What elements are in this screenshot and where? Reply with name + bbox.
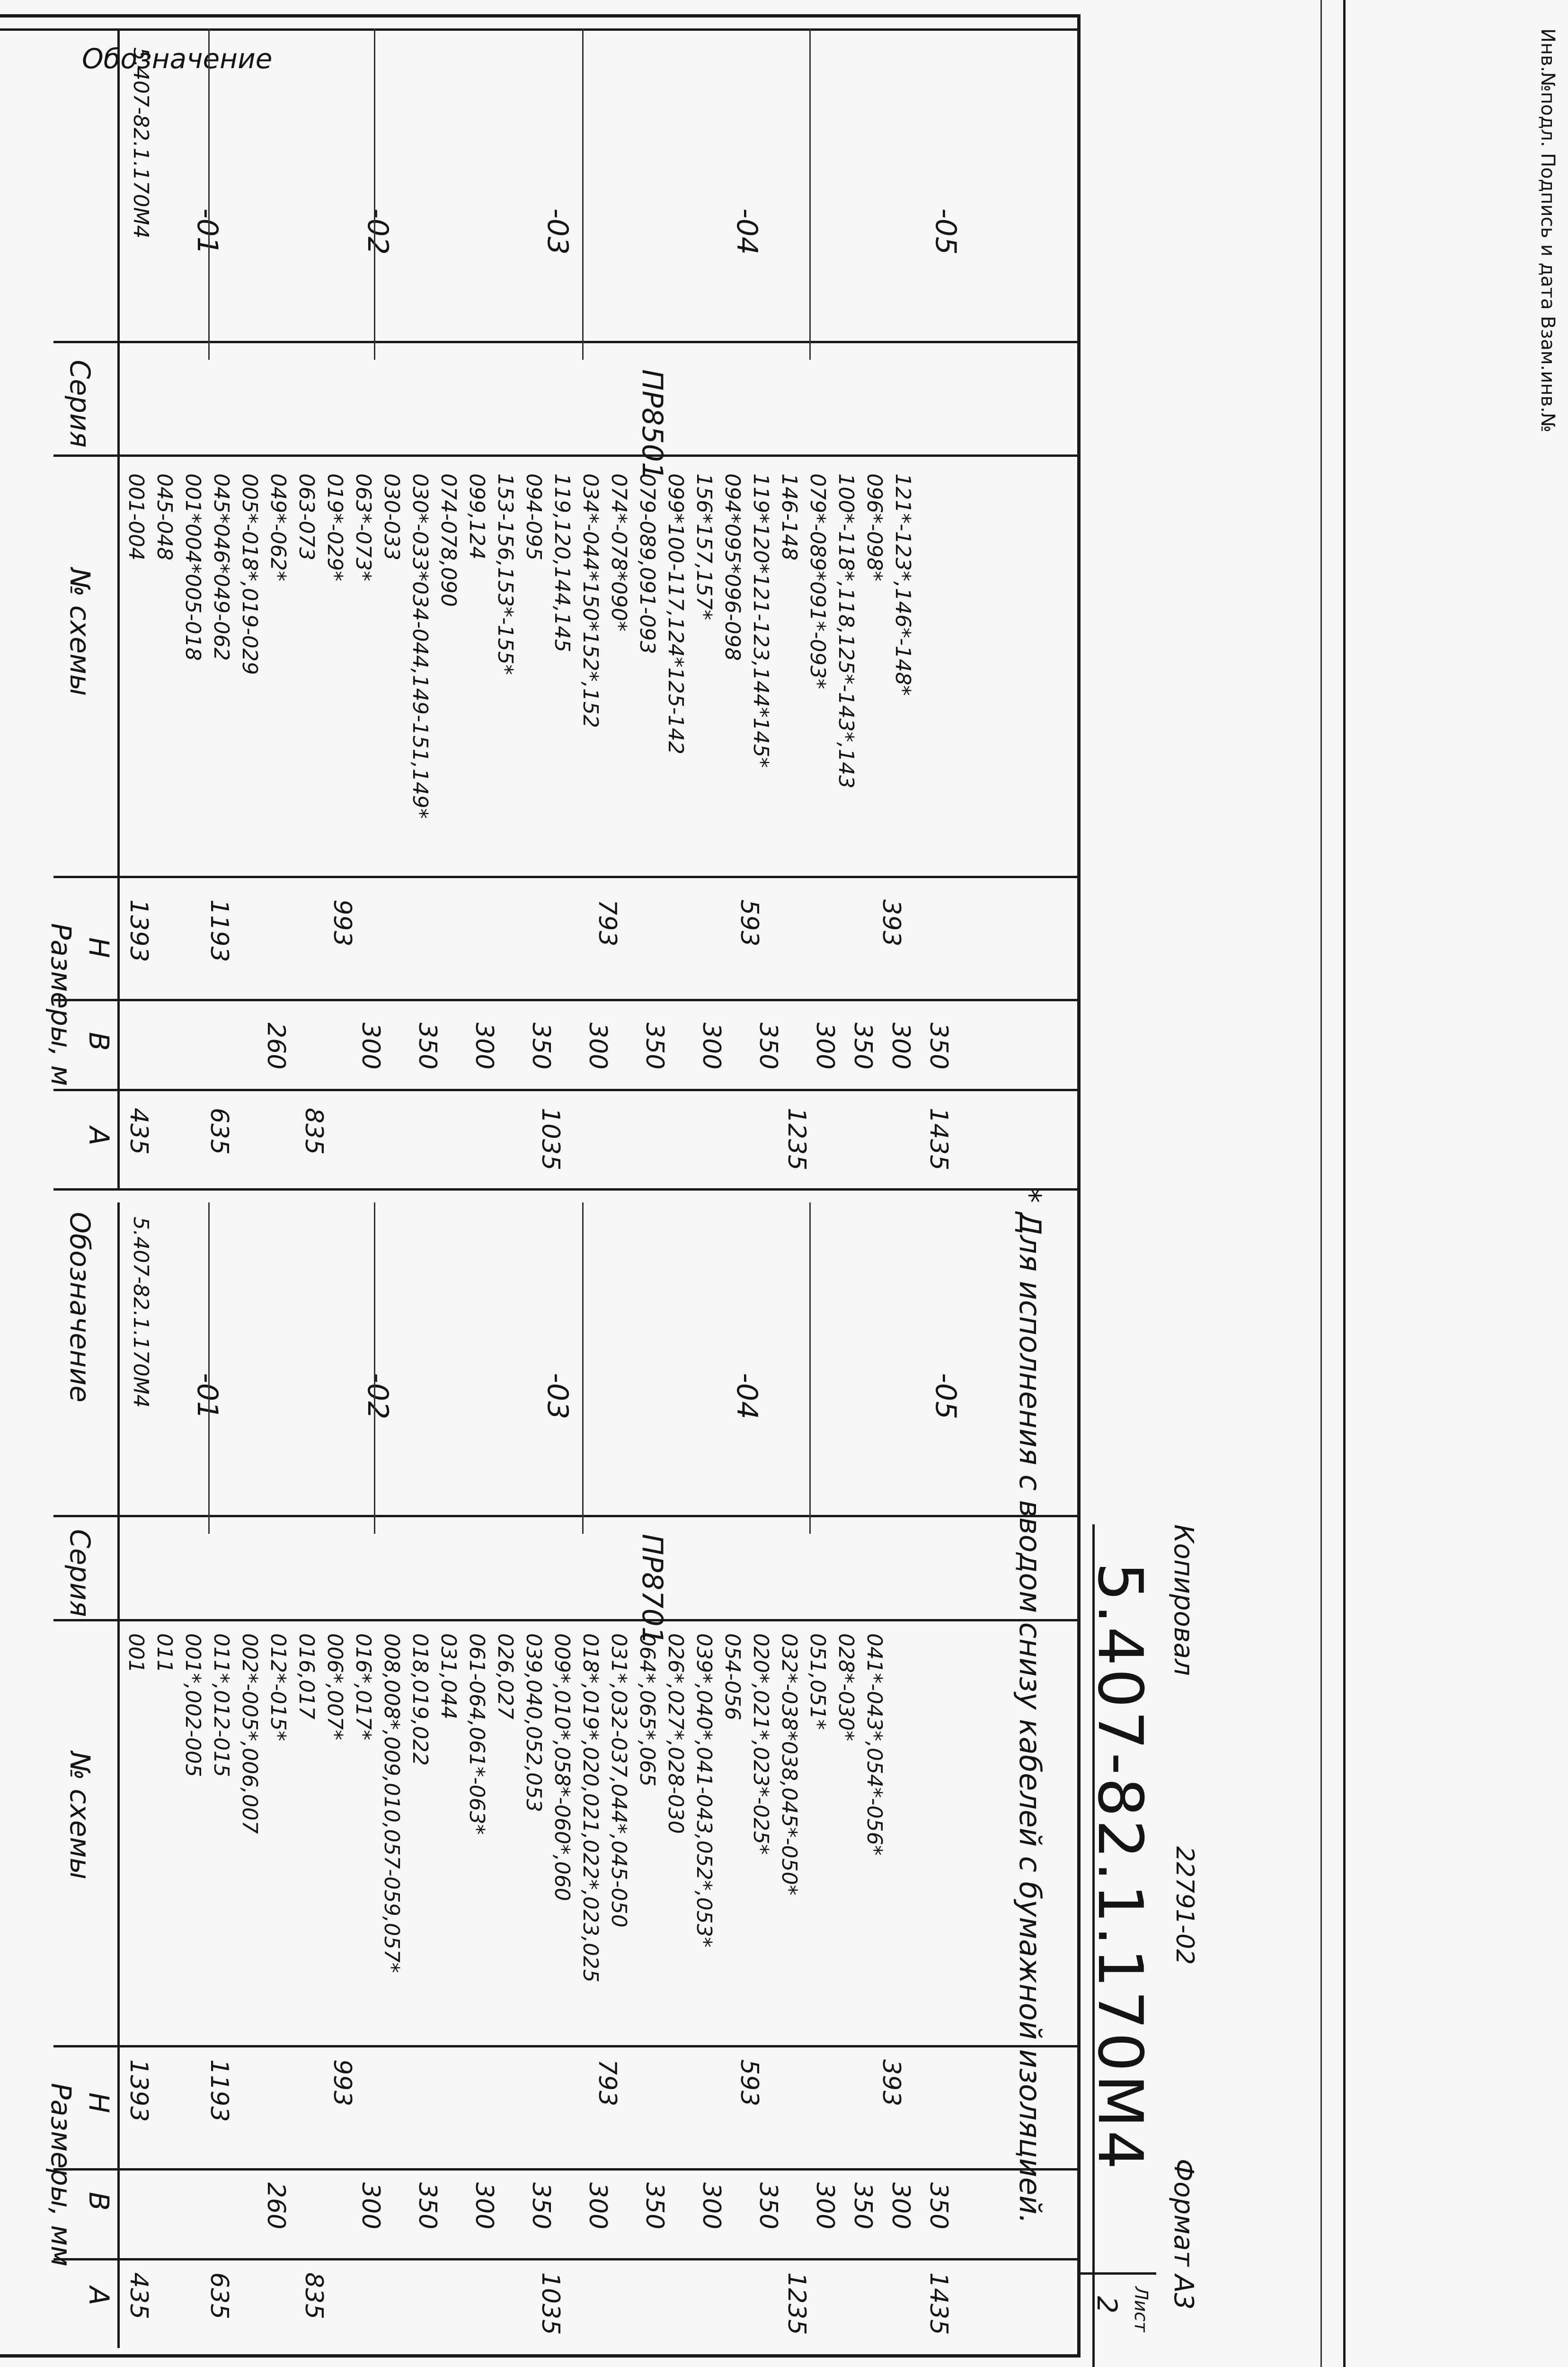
a-value: 435 xyxy=(124,2272,153,2320)
h-value: 1193 xyxy=(205,899,233,962)
list-item: 034*-044*150*152*,152 xyxy=(578,473,602,728)
divider xyxy=(809,28,811,360)
h-value: 993 xyxy=(328,899,356,947)
list-item: 099*100-117,124*125-142 xyxy=(664,473,688,755)
header-scheme: № схемы xyxy=(64,568,96,696)
h-value: 593 xyxy=(735,899,763,947)
table-frame xyxy=(0,14,1081,2358)
b-value: 350 xyxy=(754,1023,782,1070)
b-value: 350 xyxy=(924,2182,953,2230)
archive-number: 22791-02 xyxy=(1170,1846,1199,1965)
divider xyxy=(53,341,1081,343)
h-value: 593 xyxy=(735,2059,763,2107)
group-05-code: -05 xyxy=(929,1373,962,1419)
header-designation: Обозначение xyxy=(82,43,273,75)
h-value: 393 xyxy=(877,899,905,947)
divider xyxy=(53,454,1081,457)
list-item: 026*,027*,028-030 xyxy=(664,1633,688,1834)
b-value: 300 xyxy=(886,1023,915,1070)
list-item: 099,124 xyxy=(465,473,489,560)
list-item: 039,040,052,053 xyxy=(522,1633,546,1812)
divider xyxy=(53,876,1081,878)
list-item: 011 xyxy=(152,1633,177,1673)
b-value: 300 xyxy=(886,2182,915,2230)
divider xyxy=(117,28,120,1188)
list-item: 074*-078*090* xyxy=(607,473,631,632)
list-item: 031*,032-037,044*,045-050 xyxy=(607,1633,631,1928)
list-item: 064*,065*,065 xyxy=(635,1633,659,1787)
group-05-code: -05 xyxy=(929,208,962,255)
divider xyxy=(53,999,1081,1001)
h-value: 393 xyxy=(877,2059,905,2107)
list-item: 026,027 xyxy=(493,1633,517,1719)
list-item: 009*,010*,058*-060*,060 xyxy=(550,1633,574,1901)
a-value: 1235 xyxy=(782,1108,811,1171)
divider xyxy=(0,28,1081,31)
designation: 5.407-82.1.170М4 xyxy=(129,1217,153,1408)
b-value: 350 xyxy=(413,2182,442,2230)
group-02-code: -02 xyxy=(361,208,394,255)
sheet-number: 2 xyxy=(1091,2296,1123,2314)
group-04-code: -04 xyxy=(730,208,763,255)
designation: 5.407-82.1.170М4 xyxy=(129,47,153,239)
b-value: 300 xyxy=(697,1023,726,1070)
h-value: 1393 xyxy=(124,899,153,962)
document-code: 5.407-82.1.170М4 xyxy=(1084,1562,1156,2172)
list-item: 121*-123*,146*-148* xyxy=(891,473,915,696)
list-item: 008,008*,009,010,057-059,057* xyxy=(380,1633,404,1973)
list-item: 032*-038*038,045*-050* xyxy=(777,1633,801,1895)
a-value: 1435 xyxy=(924,2272,953,2335)
list-item: 039*,040*,041-043,052*,053* xyxy=(692,1633,716,1948)
b-value: 350 xyxy=(413,1023,442,1070)
list-item: 079-089,091-093 xyxy=(635,473,659,654)
list-item: 100*-118*,118,125*-143*,143 xyxy=(834,473,858,789)
header-h: Н xyxy=(83,2092,115,2113)
header-b: В xyxy=(83,2192,115,2211)
divider xyxy=(208,1202,210,1534)
list-item: 061-064,061*-063* xyxy=(465,1633,489,1835)
list-item: 063*-073* xyxy=(351,473,375,581)
list-item: 020*,021*,023*-025* xyxy=(749,1633,773,1855)
b-value: 300 xyxy=(811,1023,839,1070)
list-item: 096*-098* xyxy=(862,473,886,581)
list-item: 030*-033*034-044,149-151,149* xyxy=(408,473,432,819)
group-01-code: -01 xyxy=(191,1373,224,1419)
list-item: 001*004*005-018 xyxy=(181,473,205,661)
divider xyxy=(208,28,210,360)
list-item: 049*-062* xyxy=(266,473,290,581)
b-value: 300 xyxy=(470,1023,498,1070)
header-designation: Обозначение xyxy=(64,1212,96,1403)
list-item: 156*157,157* xyxy=(692,473,716,620)
list-item: 011*,012-015 xyxy=(209,1633,233,1777)
b-value: 300 xyxy=(584,1023,612,1070)
list-item: 094-095 xyxy=(522,473,546,561)
list-item: 002*-005*,006,007 xyxy=(238,1633,262,1834)
a-value: 1435 xyxy=(924,1108,953,1171)
divider xyxy=(809,1202,811,1534)
header-a: А xyxy=(83,2287,115,2305)
group-03-code: -03 xyxy=(541,208,574,255)
divider xyxy=(117,1202,120,2348)
series: ПР8701 xyxy=(636,1534,669,1645)
header-sizes-right: Размеры, мм xyxy=(45,2083,77,2267)
divider xyxy=(53,1515,1081,1517)
list-item: 045-048 xyxy=(152,473,177,561)
a-value: 1035 xyxy=(536,2272,565,2335)
divider xyxy=(1343,0,1346,2367)
b-value: 260 xyxy=(262,1023,290,1070)
divider xyxy=(53,1619,1081,1621)
list-item: 018*,019*,020,021,022*,023,025 xyxy=(578,1633,602,1983)
b-value: 300 xyxy=(356,1023,385,1070)
divider xyxy=(53,2045,1081,2047)
group-03-code: -03 xyxy=(541,1373,574,1419)
list-item: 031,044 xyxy=(436,1633,461,1719)
a-value: 835 xyxy=(300,2272,328,2320)
divider xyxy=(582,1202,584,1534)
group-01-code: -01 xyxy=(191,208,224,255)
b-value: 350 xyxy=(754,2182,782,2230)
top-stamp: Инв.№подл. Подпись и дата Взам.инв.№ xyxy=(1537,28,1559,433)
a-value: 635 xyxy=(205,2272,233,2320)
divider xyxy=(53,2258,1081,2260)
list-item: 041*-043*,054*-056* xyxy=(862,1633,886,1856)
list-item: 119,120,144,145 xyxy=(550,473,574,652)
sheet-format: Формат А3 xyxy=(1168,2159,1199,2310)
list-item: 153-156,153*-155* xyxy=(493,473,517,675)
list-item: 146-148 xyxy=(777,473,801,561)
list-item: 016*,017* xyxy=(351,1633,375,1740)
header-a: А xyxy=(83,1127,115,1146)
list-item: 063-073 xyxy=(294,473,319,561)
list-item: 028*-030* xyxy=(834,1633,858,1741)
b-value: 300 xyxy=(584,2182,612,2230)
group-02-code: -02 xyxy=(361,1373,394,1419)
b-value: 260 xyxy=(262,2182,290,2230)
header-sizes-left: Размеры, м xyxy=(45,923,77,1086)
h-value: 1193 xyxy=(205,2059,233,2122)
divider xyxy=(1081,2272,1156,2275)
list-item: 019*-029* xyxy=(323,473,347,581)
list-item: 012*-015* xyxy=(266,1633,290,1741)
group-04-code: -04 xyxy=(730,1373,763,1419)
list-item: 045*046*049-062 xyxy=(209,473,233,661)
divider xyxy=(53,1188,1081,1191)
list-item: 006*,007* xyxy=(323,1633,347,1740)
list-item: 079*-089*091*-093* xyxy=(806,473,830,689)
b-value: 350 xyxy=(527,1023,555,1070)
list-item: 051,051* xyxy=(806,1633,830,1730)
list-item: 001-004 xyxy=(124,473,148,561)
b-value: 350 xyxy=(640,2182,669,2230)
divider xyxy=(53,2168,1081,2171)
list-item: 005*-018*,019-029 xyxy=(238,473,262,675)
copied-stamp: Копировал xyxy=(1168,1524,1199,1676)
header-series: Серия xyxy=(64,360,96,448)
a-value: 635 xyxy=(205,1108,233,1155)
a-value: 435 xyxy=(124,1108,153,1155)
divider xyxy=(1320,0,1322,2367)
header-series: Серия xyxy=(64,1529,96,1617)
header-b: В xyxy=(83,1032,115,1051)
h-value: 1393 xyxy=(124,2059,153,2122)
divider xyxy=(374,28,375,360)
header-h: Н xyxy=(83,937,115,958)
b-value: 300 xyxy=(697,2182,726,2230)
divider xyxy=(582,28,584,360)
h-value: 793 xyxy=(593,2059,621,2107)
list-item: 094*095*096-098 xyxy=(720,473,744,661)
a-value: 1035 xyxy=(536,1108,565,1171)
divider xyxy=(374,1202,375,1534)
footnote: * Для исполнения с вводом снизу кабелей с бумажной изоляцией. xyxy=(1013,1188,1047,2224)
list-item: 001 xyxy=(124,1633,148,1673)
a-value: 1235 xyxy=(782,2272,811,2335)
list-item: 030-033 xyxy=(380,473,404,561)
b-value: 300 xyxy=(470,2182,498,2230)
list-item: 054-056 xyxy=(720,1633,744,1720)
list-item: 119*120*121-123,144*145* xyxy=(749,473,773,768)
h-value: 993 xyxy=(328,2059,356,2107)
header-scheme: № схемы xyxy=(64,1752,96,1880)
b-value: 350 xyxy=(849,2182,877,2230)
a-value: 835 xyxy=(300,1108,328,1155)
b-value: 350 xyxy=(849,1023,877,1070)
series: ПР8501 xyxy=(636,369,669,480)
list-item: 074-078,090 xyxy=(436,473,461,607)
b-value: 350 xyxy=(924,1023,953,1070)
b-value: 350 xyxy=(640,1023,669,1070)
list-item: 018,019,022 xyxy=(408,1633,432,1766)
sheet-label: Лист xyxy=(1131,2287,1152,2332)
b-value: 300 xyxy=(811,2182,839,2230)
b-value: 350 xyxy=(527,2182,555,2230)
divider xyxy=(53,1089,1081,1091)
list-item: 001*,002-005 xyxy=(181,1633,205,1777)
h-value: 793 xyxy=(593,899,621,947)
b-value: 300 xyxy=(356,2182,385,2230)
list-item: 016,017 xyxy=(294,1633,319,1719)
